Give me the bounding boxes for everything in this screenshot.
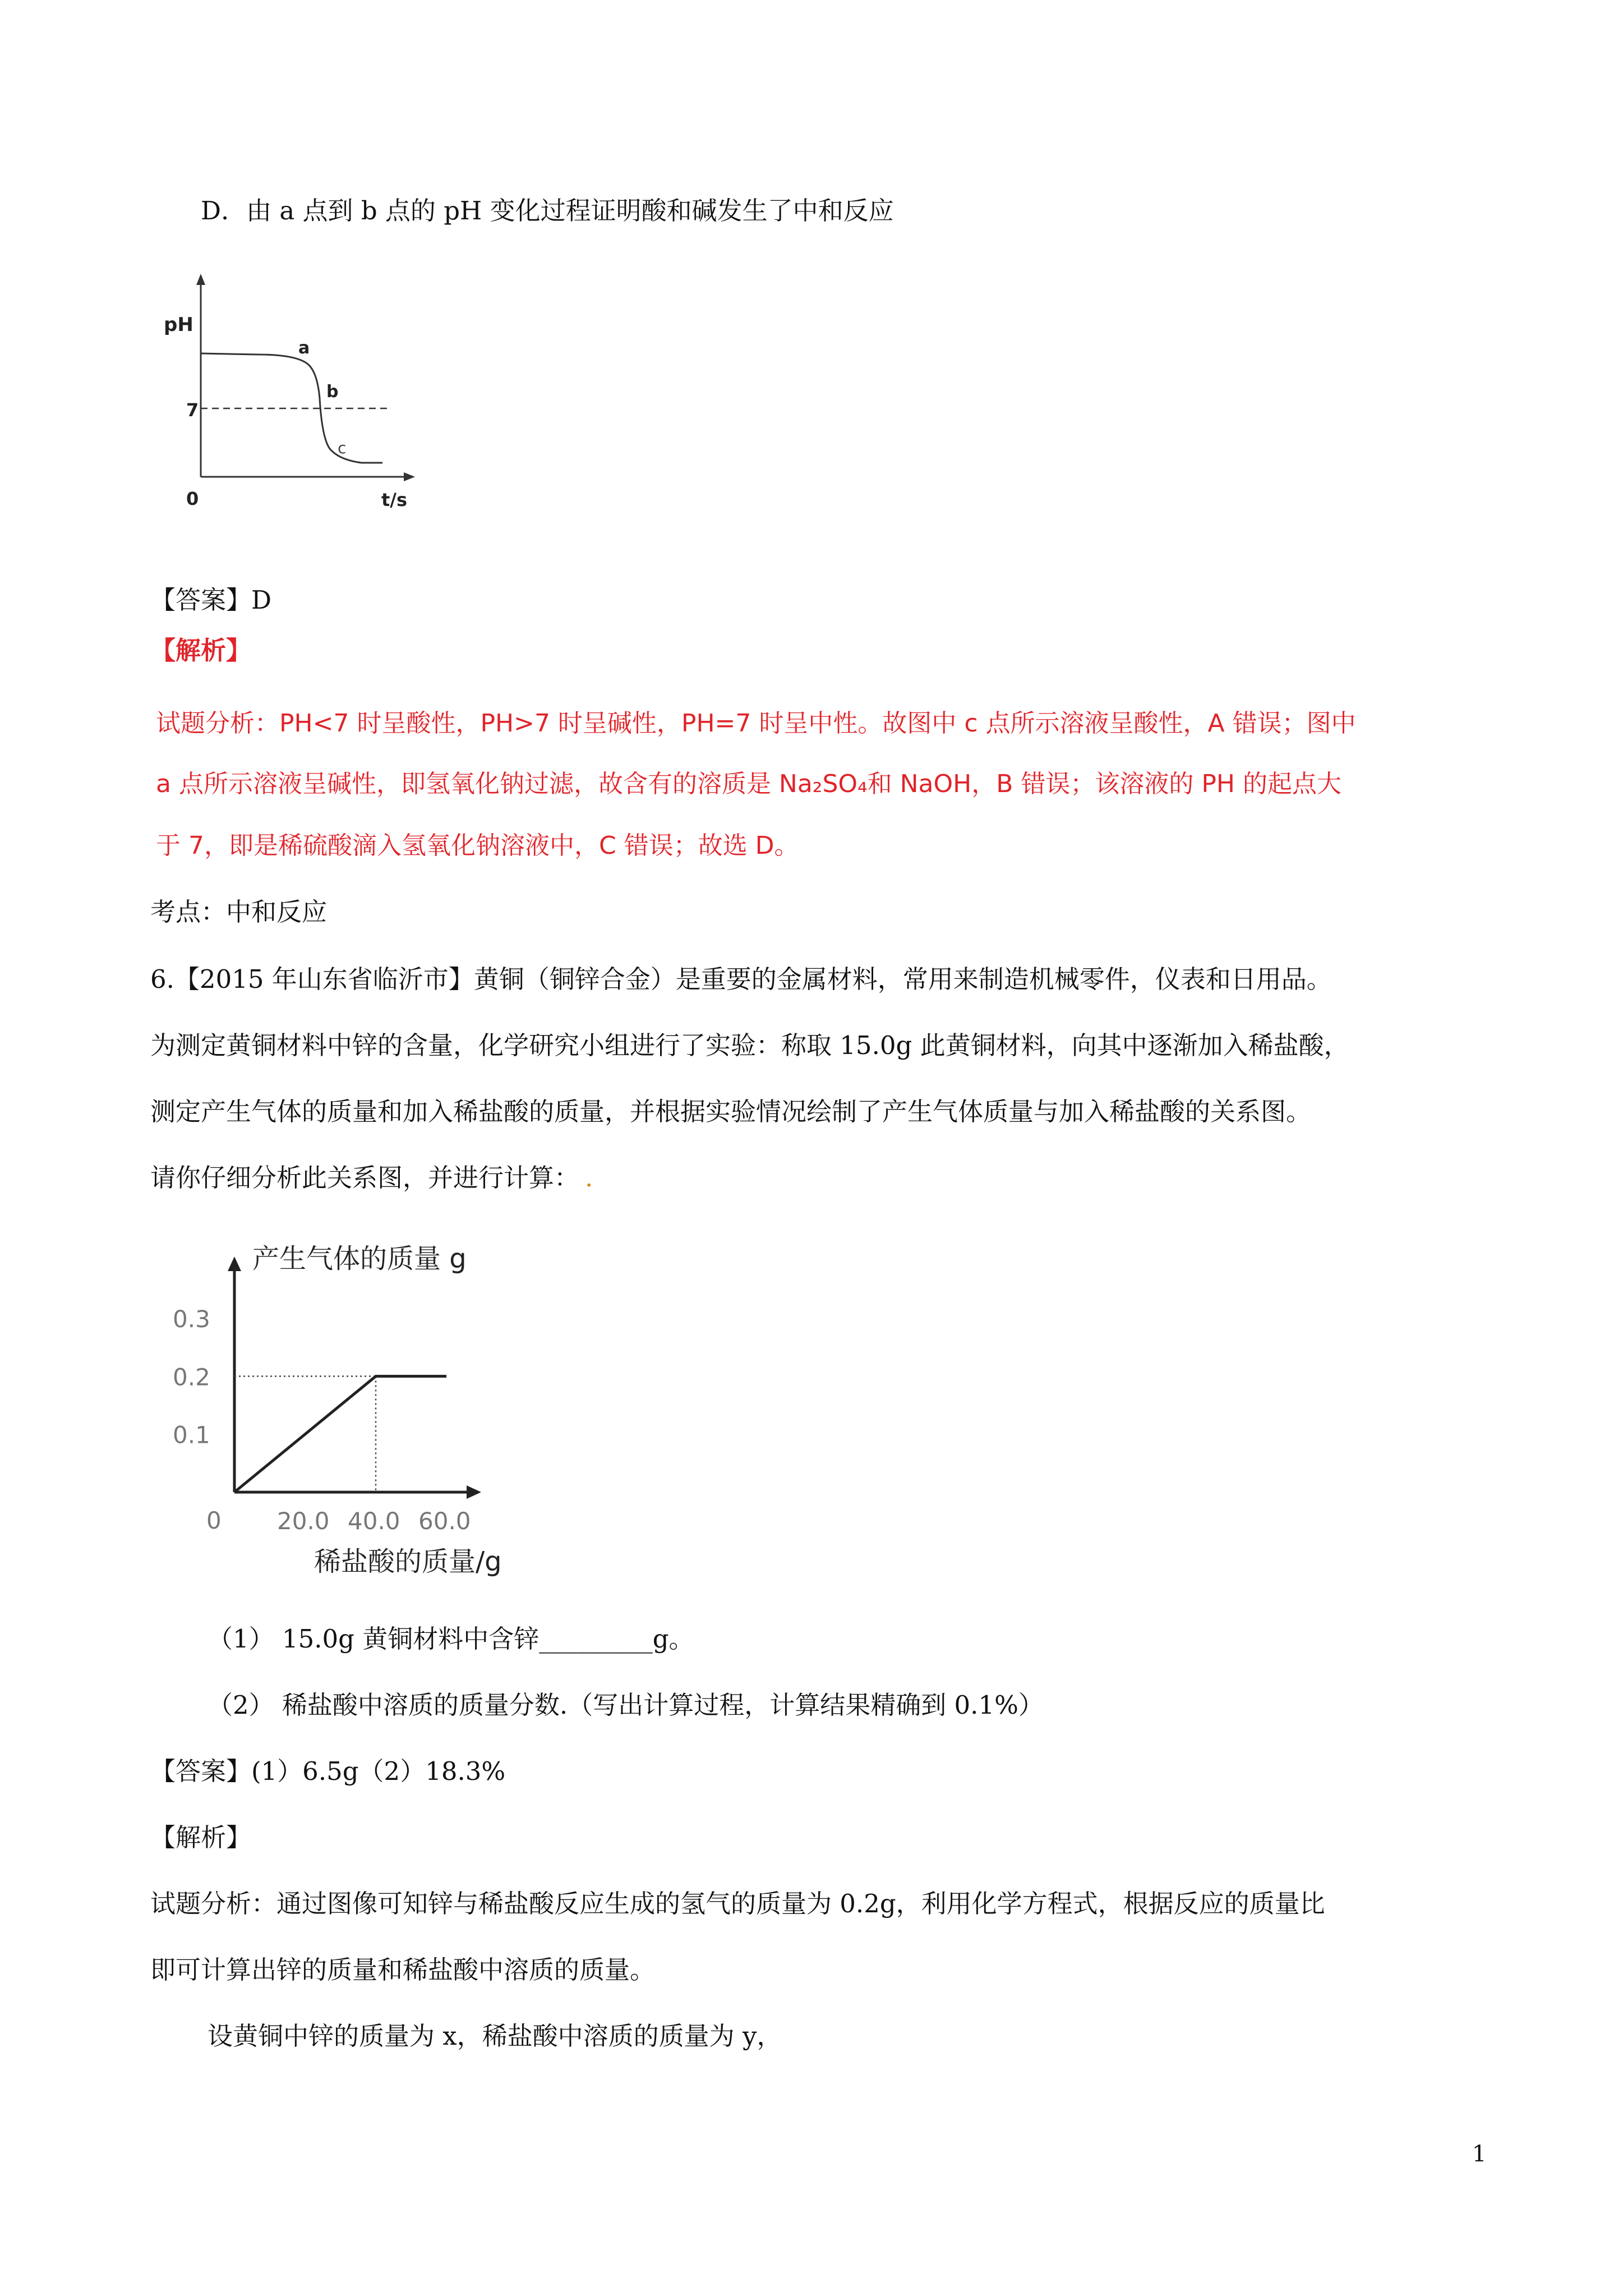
q6-line2: 为测定黄铜材料中锌的含量，化学研究小组进行了实验：称取 15.0g 此黄铜材料，向其中逐渐加入稀盐酸，	[150, 1030, 1349, 1060]
q6-analysis-heading: 【解析】	[150, 1823, 252, 1852]
gas-xlabel: 稀盐酸的质量/g	[314, 1546, 502, 1577]
q5-analysis-line2: a 点所示溶液呈碱性，即氢氧化钠过滤，故含有的溶质是 Na₂SO₄和 NaOH，B 错误；该溶液的 PH 的起点大	[156, 770, 1341, 798]
q5-analysis-line3: 于 7，即是稀硫酸滴入氢氧化钠溶液中，C 错误；故选 D。	[156, 831, 799, 860]
ph-ylabel: pH	[164, 314, 193, 336]
q6-answer: 【答案】(1）6.5g（2）18.3%	[150, 1756, 506, 1786]
q5-analysis-line1: 试题分析：PH<7 时呈酸性，PH>7 时呈碱性，PH=7 时呈中性。故图中 c 点所示溶液呈酸性，A 错误；图中	[156, 709, 1356, 738]
q6-analysis-line2: 即可计算出锌的质量和稀盐酸中溶质的质量。	[150, 1955, 656, 1985]
q6-line3: 测定产生气体的质量和加入稀盐酸的质量，并根据实验情况绘制了产生气体质量与加入稀盐酸的关系图。	[150, 1097, 1312, 1126]
page-number: 1	[1472, 2141, 1487, 2167]
q5-answer: 【答案】D	[150, 585, 272, 615]
ph-chart	[151, 269, 421, 527]
ph-point-a: a	[298, 338, 310, 358]
option-d: D．由 a 点到 b 点的 pH 变化过程证明酸和碱发生了中和反应	[201, 196, 894, 226]
ph-point-b: b	[326, 382, 339, 402]
gas-xtick: 60.0	[418, 1507, 471, 1535]
ph-ytick-7: 7	[186, 399, 199, 421]
gas-origin: 0	[206, 1507, 222, 1534]
ph-origin: 0	[186, 488, 199, 509]
q6-analysis-line1: 试题分析：通过图像可知锌与稀盐酸反应生成的氢气的质量为 0.2g，利用化学方程式，根据反应的质量比	[150, 1889, 1325, 1918]
gas-xtick: 40.0	[348, 1507, 400, 1535]
q5-analysis-heading: 【解析】	[150, 636, 252, 665]
ph-point-c: c	[338, 439, 347, 457]
q6-setup: 设黄铜中锌的质量为 x，稀盐酸中溶质的质量为 y，	[208, 2021, 782, 2051]
q6-line1: 6.【2015 年山东省临沂市】黄铜（铜锌合金）是重要的金属材料，常用来制造机械零件，仪表和日用品。	[150, 964, 1332, 994]
gas-series-line	[234, 1376, 446, 1492]
gas-x-arrow	[467, 1485, 481, 1499]
q5-kaodian: 考点：中和反应	[150, 897, 328, 927]
q6-line4: 请你仔细分析此关系图，并进行计算： .	[150, 1163, 593, 1193]
gas-y-arrow	[228, 1257, 241, 1271]
gas-xtick: 20.0	[277, 1507, 330, 1535]
gas-chart	[168, 1234, 561, 1593]
gas-ytick: 0.2	[173, 1363, 210, 1391]
ph-x-arrow	[404, 472, 415, 481]
q6-sub2: （2） 稀盐酸中溶质的质量分数.（写出计算过程，计算结果精确到 0.1%）	[208, 1690, 1044, 1720]
q6-sub1: （1） 15.0g 黄铜材料中含锌_________g。	[208, 1624, 694, 1654]
gas-ylabel: 产生气体的质量 g	[252, 1243, 467, 1274]
ph-y-arrow	[196, 274, 205, 285]
gas-ytick: 0.3	[173, 1305, 210, 1333]
ph-xlabel: t/s	[381, 489, 408, 510]
gas-ytick: 0.1	[173, 1421, 210, 1449]
